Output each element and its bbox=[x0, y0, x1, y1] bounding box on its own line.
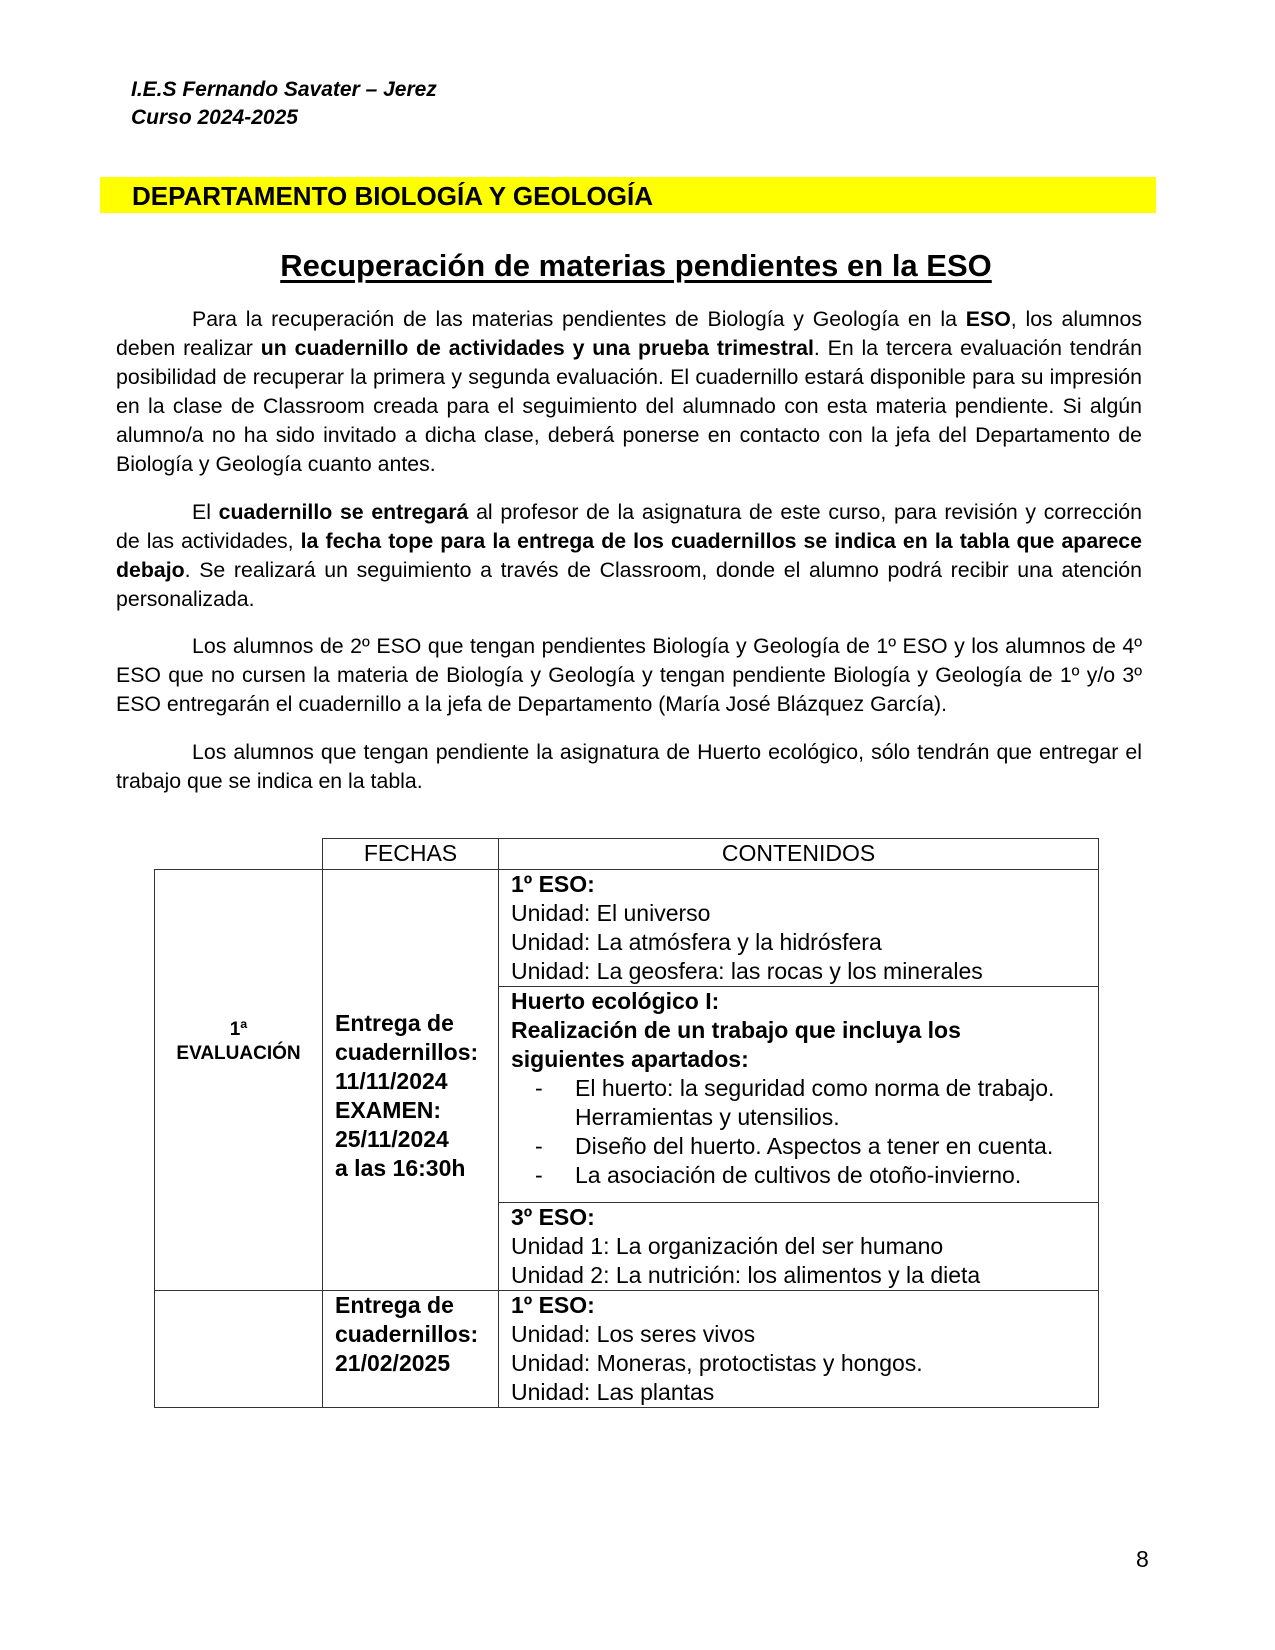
table-row bbox=[155, 1291, 1099, 1408]
date-line: cuadernillos: bbox=[335, 1039, 479, 1065]
p2-text-a: El bbox=[192, 500, 219, 524]
p2-text-c: al profesor de la asignatura de este curso, para revisión y corrección de las actividades, bbox=[116, 500, 1142, 553]
content-item: Unidad: El universo bbox=[511, 900, 711, 926]
content-item: Unidad 1: La organización del ser humano bbox=[511, 1233, 944, 1259]
content-cell-3eso bbox=[499, 1203, 1099, 1291]
bullet-text: El huerto: la seguridad como norma de trabajo. Herramientas y utensilios. bbox=[575, 1075, 1055, 1130]
header-contenidos: CONTENIDOS bbox=[499, 839, 1099, 870]
date-line: Entrega de bbox=[335, 1292, 454, 1318]
table-corner bbox=[155, 839, 323, 870]
department-title: DEPARTAMENTO BIOLOGÍA Y GEOLOGÍA bbox=[132, 181, 654, 211]
department-banner bbox=[100, 177, 1156, 213]
content-item: Unidad: Moneras, protoctistas y hongos. bbox=[511, 1350, 923, 1376]
date-line: a las 16:30h bbox=[335, 1155, 466, 1181]
content-item: Unidad: Las plantas bbox=[511, 1379, 715, 1405]
date-line: EXAMEN: bbox=[335, 1097, 442, 1123]
p2-bold-delivery: cuadernillo se entregará bbox=[218, 500, 469, 524]
content-cell-1eso bbox=[499, 870, 1099, 987]
evaluation-cell bbox=[155, 870, 323, 1291]
bullet-text: La asociación de cultivos de otoño-invierno. bbox=[575, 1162, 1022, 1188]
paragraph-3 bbox=[116, 632, 1142, 719]
evaluation-label: EVALUACIÓN bbox=[176, 1043, 301, 1064]
paragraph-4 bbox=[116, 738, 1142, 796]
list-item bbox=[511, 1132, 1094, 1161]
paragraph-1 bbox=[116, 305, 1142, 479]
school-year: Curso 2024-2025 bbox=[131, 106, 298, 129]
header-fechas: FECHAS bbox=[323, 839, 499, 870]
list-item bbox=[511, 1074, 1094, 1132]
content-item: Unidad: La atmósfera y la hidrósfera bbox=[511, 929, 882, 955]
date-line: 21/02/2025 bbox=[335, 1350, 451, 1376]
paragraph-2 bbox=[116, 498, 1142, 614]
dates-cell bbox=[323, 1291, 499, 1408]
content-item: Unidad 2: La nutrición: los alimentos y la dieta bbox=[511, 1262, 981, 1288]
content-cell-1eso-2 bbox=[499, 1291, 1099, 1408]
pending-subjects-table bbox=[154, 838, 1099, 1408]
date-line: cuadernillos: bbox=[335, 1321, 479, 1347]
p1-bold-requirement: un cuadernillo de actividades y una prueba trimestral bbox=[260, 336, 814, 360]
dash-marker: - bbox=[535, 1075, 543, 1101]
page-title: Recuperación de materias pendientes en la ESO bbox=[280, 248, 992, 283]
content-item: Unidad: La geosfera: las rocas y los minerales bbox=[511, 958, 983, 984]
p1-bold-eso: ESO bbox=[965, 307, 1011, 331]
dates-cell bbox=[323, 870, 499, 1291]
content-heading: 1º ESO: bbox=[511, 871, 595, 897]
page-number: 8 bbox=[1136, 1546, 1149, 1572]
p1-text-a: Para la recuperación de las materias pendientes de Biología y Geología en la bbox=[192, 307, 966, 331]
date-line: 11/11/2024 bbox=[335, 1068, 448, 1094]
p1-text-c: , los alumnos deben realizar bbox=[116, 307, 1142, 360]
dash-marker: - bbox=[535, 1162, 543, 1188]
content-cell-huerto bbox=[499, 987, 1099, 1203]
content-heading: 3º ESO: bbox=[511, 1204, 595, 1230]
content-heading: Huerto ecológico I: bbox=[511, 988, 720, 1014]
evaluation-number: 1ª bbox=[229, 1019, 248, 1040]
table-row bbox=[155, 870, 1099, 987]
content-heading: 1º ESO: bbox=[511, 1292, 595, 1318]
content-item: Unidad: Los seres vivos bbox=[511, 1321, 756, 1347]
p2-bold-deadline: la fecha tope para la entrega de los cuadernillos se indica en la tabla que aparece debajo bbox=[116, 529, 1142, 582]
dash-marker: - bbox=[535, 1133, 543, 1159]
p4-text: Los alumnos que tengan pendiente la asignatura de Huerto ecológico, sólo tendrán que entregar el trabajo que se indica en la tabla. bbox=[116, 740, 1142, 793]
date-line: Entrega de bbox=[335, 1010, 454, 1036]
content-subheading: siguientes apartados: bbox=[511, 1046, 749, 1072]
content-subheading: Realización de un trabajo que incluya los bbox=[511, 1017, 961, 1043]
bullet-text: Diseño del huerto. Aspectos a tener en cuenta. bbox=[575, 1133, 1054, 1159]
p2-text-e: . Se realizará un seguimiento a través de Classroom, donde el alumno podrá recibir una atención personalizada. bbox=[116, 558, 1142, 611]
school-name: I.E.S Fernando Savater – Jerez bbox=[131, 78, 437, 101]
p3-text: Los alumnos de 2º ESO que tengan pendientes Biología y Geología de 1º ESO y los alumnos de 4º ESO que no cursen la materia de Biología y Geología y tengan pendiente Biología y Geología de 1º y/o 3º ESO entregarán el cuadernillo a la jefa de Departamento (María José Blázquez García). bbox=[116, 634, 1142, 716]
p1-text-e: . En la tercera evaluación tendrán posibilidad de recuperar la primera y segunda evaluación. El cuadernillo estará disponible para su impresión en la clase de Classroom creada para el seguimiento del alumnado con esta materia pendiente. Si algún alumno/a no ha sido invitado a dicha clase, deberá ponerse en contacto con la jefa del Departamento de Biología y Geología cuanto antes. bbox=[116, 336, 1142, 476]
evaluation-cell-empty bbox=[155, 1291, 323, 1408]
table-header-row bbox=[155, 839, 1099, 870]
list-item bbox=[511, 1161, 1094, 1190]
date-line: 25/11/2024 bbox=[335, 1126, 449, 1152]
